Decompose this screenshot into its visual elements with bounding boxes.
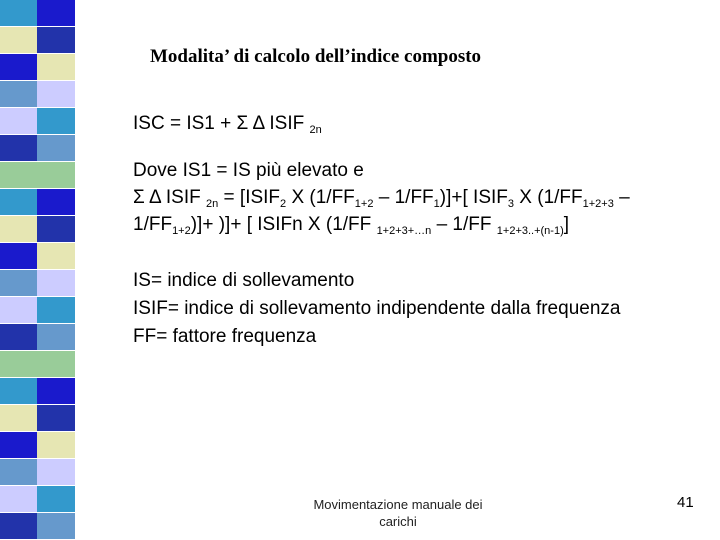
slide-title: Modalita’ di calcolo dell’indice composto	[150, 46, 482, 67]
legend-item-ff: FF= fattore frequenza	[133, 326, 317, 347]
stripe-square-accent	[37, 243, 75, 269]
stripe-square-accent	[37, 162, 75, 188]
footer-line-2: carichi	[379, 514, 417, 529]
stripe-square	[0, 81, 75, 107]
stripe-square-accent	[37, 27, 75, 53]
definition-line: Dove IS1 = IS più elevato e	[133, 160, 364, 181]
stripe-square-accent	[37, 378, 75, 404]
stripe-square-accent	[37, 351, 75, 377]
expansion-1-text: X (1/FF	[514, 187, 583, 208]
stripe-square-accent	[37, 459, 75, 485]
expansion-1-subscript: 3	[507, 198, 515, 210]
page-number: 41	[677, 494, 694, 511]
legend-item-is: IS= indice di sollevamento	[133, 270, 355, 291]
expansion-1-text: X (1/FF	[286, 187, 355, 208]
expansion-2-text: )]+ )]+ [ ISIFn X (1/FF	[190, 214, 377, 235]
stripe-square-accent	[37, 135, 75, 161]
stripe-square	[0, 243, 75, 269]
expansion-1-subscript: 2	[280, 198, 287, 210]
stripe-square	[0, 108, 75, 134]
stripe-square	[0, 486, 75, 512]
stripe-square-accent	[37, 54, 75, 80]
stripe-square-accent	[37, 297, 75, 323]
formula-line	[133, 113, 322, 136]
stripe-square	[0, 135, 75, 161]
stripe-square-accent	[37, 0, 75, 26]
stripe-square	[0, 270, 75, 296]
stripe-square-accent	[37, 216, 75, 242]
stripe-square-accent	[37, 270, 75, 296]
formula-lhs: ISC = IS1 + Σ Δ ISIF	[133, 113, 305, 134]
footer-text	[298, 496, 498, 530]
expansion-1-subscript: 1	[433, 198, 440, 210]
stripe-square	[0, 0, 75, 26]
expansion-1-subscript: 1+2	[354, 198, 374, 210]
formula-subscript: 2n	[309, 124, 322, 136]
stripe-square	[0, 324, 75, 350]
stripe-square	[0, 351, 75, 377]
expansion-2-subscript: 1+2	[172, 225, 191, 237]
stripe-square	[0, 189, 75, 215]
stripe-square	[0, 54, 75, 80]
stripe-square	[0, 432, 75, 458]
stripe-square	[0, 27, 75, 53]
expansion-1-subscript: 1+2+3	[582, 198, 614, 210]
expansion-2-text: 1/FF	[133, 214, 173, 235]
stripe-square-accent	[37, 81, 75, 107]
stripe-square-accent	[37, 486, 75, 512]
expansion-line-2	[133, 214, 569, 237]
expansion-2-subscript: 1+2+3..+(n-1)	[496, 225, 564, 237]
stripe-square-accent	[37, 432, 75, 458]
expansion-1-subscript: 2n	[206, 198, 219, 210]
stripe-square	[0, 297, 75, 323]
stripe-square	[0, 513, 75, 539]
expansion-2-subscript: 1+2+3+…n	[376, 225, 432, 237]
expansion-1-text: – 1/FF	[373, 187, 434, 208]
stripe-square-accent	[37, 405, 75, 431]
stripe-square	[0, 405, 75, 431]
footer-line-1: Movimentazione manuale dei	[313, 497, 483, 512]
stripe-square-accent	[37, 189, 75, 215]
expansion-line-1	[133, 187, 630, 210]
stripe-square	[0, 378, 75, 404]
stripe-square	[0, 162, 75, 188]
expansion-1-text: –	[613, 187, 630, 208]
expansion-1-text: = [ISIF	[218, 187, 281, 208]
legend-item-isif: ISIF= indice di sollevamento indipendente dalla frequenza	[133, 298, 621, 319]
decorative-square-stripe	[0, 0, 75, 540]
stripe-square	[0, 459, 75, 485]
expansion-1-text: Σ Δ ISIF	[133, 187, 207, 208]
stripe-square	[0, 216, 75, 242]
expansion-1-text: )]+[ ISIF	[439, 187, 508, 208]
stripe-square-accent	[37, 324, 75, 350]
stripe-square-accent	[37, 513, 75, 539]
expansion-2-text: ]	[563, 214, 570, 235]
stripe-square-accent	[37, 108, 75, 134]
expansion-2-text: – 1/FF	[431, 214, 497, 235]
